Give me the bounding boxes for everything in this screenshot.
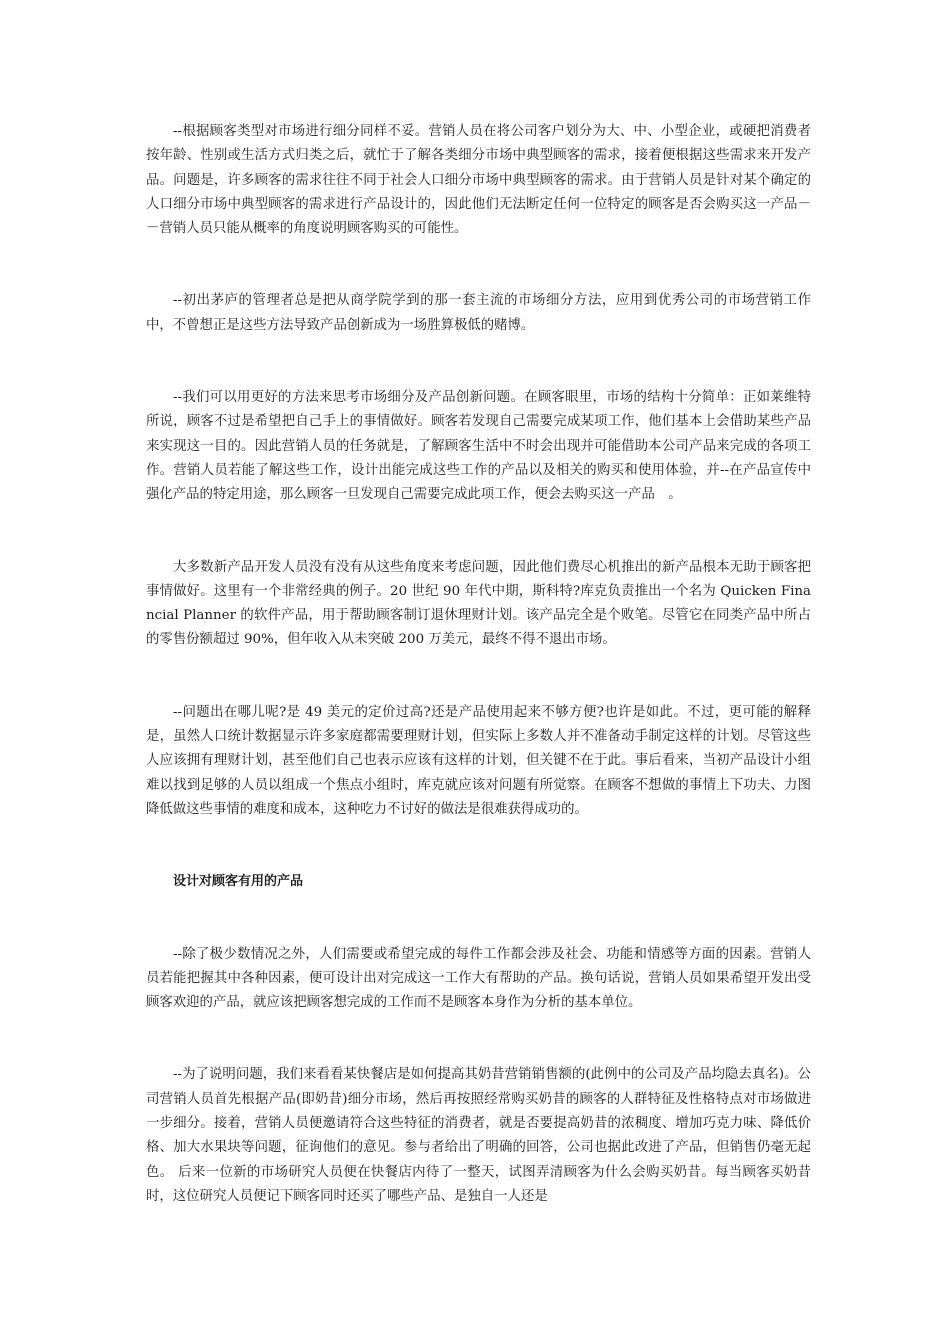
- paragraph-spacer: [146, 1015, 811, 1063]
- paragraph-spacer: [146, 895, 811, 943]
- paragraph-6: --除了极少数情况之外，人们需要或希望完成的每件工作都会涉及社会、功能和情感等方面的因素。营销人员若能把握其中各种因素，便可设计出对完成这一工作大有帮助的产品。换句话说，营销人员如果希望开发出受顾客欢迎的产品，就应该把顾客想完成的工作而不是顾客本身作为分析的基本单位。: [146, 946, 811, 1011]
- paragraph-spacer: [146, 241, 811, 289]
- document-body: [146, 120, 811, 1209]
- paragraph-2: --初出茅庐的管理者总是把从商学院学到的那一套主流的市场细分方法，应用到优秀公司的市场营销工作中，不曾想正是这些方法导致产品创新成为一场胜算极低的赌博。: [146, 293, 811, 333]
- paragraph-spacer: [146, 338, 811, 386]
- paragraph-3: --我们可以用更好的方法来思考市场细分及产品创新问题。在顾客眼里，市场的结构十分简单：正如莱维特所说，顾客不过是希望把自己手上的事情做好。顾客若发现自己需要完成某项工作，他们基本上会借助某些产品来实现这一目的。因此营销人员的任务就是，了解顾客生活中不时会出现并可能借助本公司产品来完成的各项工作。营销人员若能了解这些工作，设计出能完成这些工作的产品以及相关的购买和使用体验，并--在产品宣传中强化产品的特定用途，那么顾客一旦发现自己需要完成此项工作，便会去购买这一产品 。: [146, 390, 811, 503]
- paragraph-1: --根据顾客类型对市场进行细分同样不妥。营销人员在将公司客户划分为大、中、小型企业，或硬把消费者按年龄、性别或生活方式归类之后，就忙于了解各类细分市场中典型顾客的需求，接着便根据这些需求来开发产品。问题是，许多顾客的需求往往不同于社会人口细分市场中典型顾客的需求。由于营销人员是针对某个确定的人口细分市场中典型顾客的需求进行产品设计的，因此他们无法断定任何一位特定的顾客是否会购买这一产品－－营销人员只能从概率的角度说明顾客购买的可能性。: [146, 124, 811, 237]
- paragraph-5: --问题出在哪儿呢?是 49 美元的定价过高?还是产品使用起来不够方便?也许是如此。不过，更可能的解释是，虽然人口统计数据显示许多家庭都需要理财计划，但实际上多数人并不准备动手制定这样的计划。尽管这些人应该拥有理财计划，甚至他们自己也表示应该有这样的计划，但关键不在于此。事后看来，当初产品设计小组难以找到足够的人员以组成一个焦点小组时，库克就应该对问题有所觉察。在顾客不想做的事情上下功夫、力图降低做这些事情的难度和成本，这种吃力不讨好的做法是很难获得成功的。: [146, 704, 811, 817]
- paragraph-spacer: [146, 508, 811, 556]
- paragraph-7: --为了说明问题，我们来看看某快餐店是如何提高其奶昔营销销售额的(此例中的公司及产品均隐去真名)。公司营销人员首先根据产品(即奶昔)细分市场，然后再按照经常购买奶昔的顾客的人群特征及性格特点对市场做进一步细分。接着，营销人员便邀请符合这些特征的消费者，就是否要提高奶昔的浓稠度、增加巧克力味、降低价格、加大水果块等问题，征询他们的意见。参与者给出了明确的回答，公司也据此改进了产品，但销售仍毫无起色。 后来一位新的市场研究人员便在快餐店内待了一整天，试图弄清顾客为什么会购买奶昔。每当顾客买奶昔时，这位研究人员便记下顾客同时还买了哪些产品、是独自一人还是: [146, 1067, 811, 1204]
- paragraph-4: 大多数新产品开发人员没有没有从这些角度来考虑问题，因此他们费尽心机推出的新产品根本无助于顾客把事情做好。这里有一个非常经典的例子。20 世纪 90 年代中期，斯科特?库克负责推出一个名为 Quicken Financial Planner 的软件产品，用于帮助顾客制订退休理财计划。该产品完全是个败笔。尽管它在同类产品中所占的零售份额超过 90%，但年收入从未突破 200 万美元，最终不得不退出市场。: [146, 559, 811, 648]
- paragraph-spacer: [146, 822, 811, 870]
- paragraph-spacer: [146, 653, 811, 701]
- section-heading: 设计对顾客有用的产品: [173, 874, 304, 890]
